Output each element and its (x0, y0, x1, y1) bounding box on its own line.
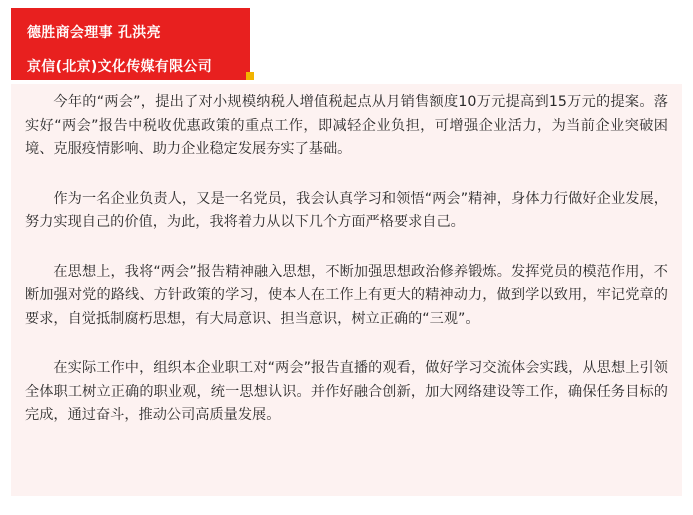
article-paragraph: 作为一名企业负责人，又是一名党员，我会认真学习和领悟“两会”精神，身体力行做好企业发展，努力实现自己的价值，为此，我将着力从以下几个方面严格要求自己。 (25, 190, 668, 230)
article-body (11, 84, 682, 496)
article-paragraph: 在实际工作中，组织本企业职工对“两会”报告直播的观看，做好学习交流体会实践，从思想上引领全体职工树立正确的职业观，统一思想认识。并作好融合创新，加大网络建设等工作，确保任务目标的完成，通过奋斗，推动公司高质量发展。 (25, 360, 668, 423)
author-banner (11, 8, 250, 80)
author-name-title: 德胜商会理事 孔洪亮 (27, 25, 161, 41)
article-paragraph: 今年的“两会”，提出了对小规模纳税人增值税起点从月销售额度10万元提高到15万元的提案。落实好“两会”报告中税收优惠政策的重点工作，即减轻企业负担，可增强企业活力，为当前企业突破困境、克服疫情影响、助力企业稳定发展夯实了基础。 (25, 94, 668, 157)
author-company: 京信(北京)文化传媒有限公司 (27, 59, 212, 75)
banner-accent-square (246, 72, 254, 80)
article-paragraph: 在思想上，我将“两会”报告精神融入思想，不断加强思想政治修养锻炼。发挥党员的模范作用，不断加强对党的路线、方针政策的学习，使本人在工作上有更大的精神动力，做到学以致用，牢记党章的要求，自觉抵制腐朽思想，有大局意识、担当意识，树立正确的“三观”。 (25, 263, 668, 327)
